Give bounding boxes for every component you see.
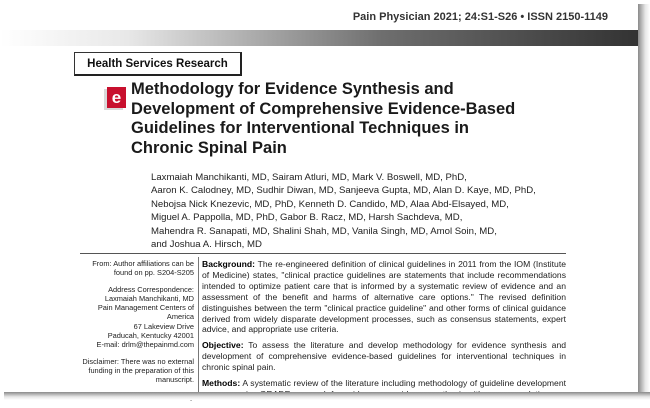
title-line: Guidelines for Interventional Techniques in	[131, 119, 469, 137]
title-line: Development of Comprehensive Evidence-Based	[131, 99, 516, 118]
author-line: Aaron K. Calodney, MD, Sudhir Diwan, MD, Sanjeeva Gupta, MD, Alan D. Kaye, MD, PhD,	[151, 185, 536, 197]
objective-text: To assess the literature and develop methodology for evidence synthesis and development of comprehensive evidence-based guidelines for interventional techniques in chronic spinal pain.	[202, 340, 567, 373]
address-line: Pain Management Centers of	[97, 303, 194, 313]
author-line: Miguel A. Pappolla, MD, PhD, Gabor B. Racz, MD, Harsh Sachdeva, MD,	[151, 212, 463, 224]
affiliations-note: From: Author affiliations can be found on pp. S204-S205	[92, 259, 194, 278]
address-line: 67 Lakeview Drive	[133, 321, 194, 331]
address-line: Laxmaiah Manchikanti, MD	[104, 293, 194, 303]
abstract-background	[202, 259, 566, 335]
page-shadow-right	[638, 4, 650, 400]
title-line: Methodology for Evidence Synthesis and	[131, 80, 454, 98]
address-line: America	[166, 312, 194, 322]
divider	[80, 253, 566, 254]
abstract-objective	[202, 340, 566, 373]
background-label: Background:	[202, 259, 255, 269]
column-divider	[198, 257, 199, 397]
methods-text: A systematic review of the literature including methodology of guideline development	[242, 378, 567, 389]
section-label: Health Services Research	[74, 52, 242, 76]
disclaimer-note: Disclaimer: There was no external funding in the preparation of this manuscript.	[82, 356, 194, 385]
header-gradient-bar	[0, 30, 638, 46]
abstract	[202, 259, 566, 405]
author-info-sidebar	[80, 259, 194, 408]
e-publication-icon	[104, 87, 126, 110]
methods-label: Methods:	[202, 378, 241, 389]
journal-citation: Pain Physician 2021; 24:S1-S26 • ISSN 2150-1149	[352, 11, 608, 23]
email-link[interactable]: E-mail: drlm@thepainmd.com	[96, 340, 194, 350]
objective-label: Objective:	[202, 340, 244, 351]
author-line: Nebojsa Nick Knezevic, MD, PhD, Kenneth D. Candido, MD, Alaa Abd-Elsayed, MD,	[151, 198, 509, 210]
title-line: Chronic Spinal Pain	[131, 138, 287, 157]
author-list	[151, 171, 571, 251]
correspondence-address	[80, 285, 194, 350]
background-text: The re-engineered definition of clinical guidelines in 2011 from the IOM (Institute of Medicine) states, "clinical practice guidelines are statements that include recommendations intended to optimize patient care that is informed by a systematic review of evidence and an assessment of the benefit and harms of alternative care options." The revised definition distinguishes between the term "clinical practice guideline" and other forms of clinical guidance derived from widely disparate development processes, such as consensus statements, expert advice, and appropriate use criteria.	[202, 259, 566, 335]
address-line: Paducah, Kentucky 42001	[107, 331, 194, 341]
logo-letter: e	[111, 88, 122, 107]
author-line: Mahendra R. Sanapati, MD, Shalini Shah, MD, Vanila Singh, MD, Amol Soin, MD,	[151, 225, 497, 237]
article-title	[131, 80, 591, 158]
author-line: Laxmaiah Manchikanti, MD, Sairam Atluri, MD, Mark V. Boswell, MD, PhD,	[151, 172, 467, 183]
page-shadow-bottom	[4, 392, 650, 400]
author-line: and Joshua A. Hirsch, MD	[151, 239, 262, 251]
address-label: Address Correspondence:	[108, 284, 194, 294]
